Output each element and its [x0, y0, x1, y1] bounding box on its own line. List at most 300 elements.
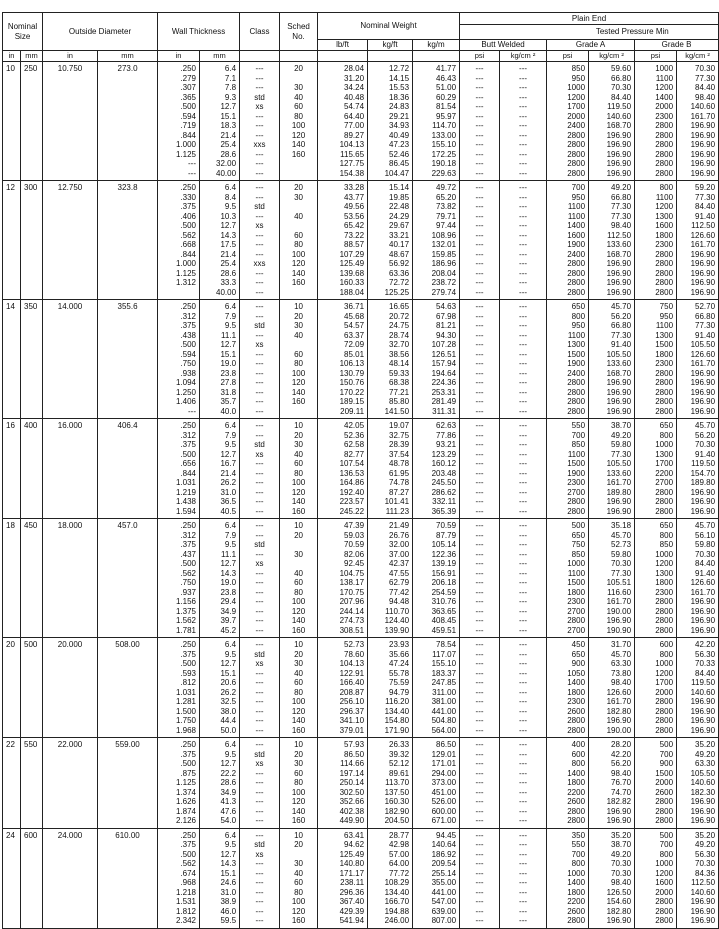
- table-cell: 1.219: [175, 487, 197, 497]
- table-cell: 35.20: [695, 740, 716, 749]
- table-cell: ---: [475, 449, 484, 459]
- table-cell: ---: [475, 578, 484, 587]
- table-cell: ---: [255, 302, 264, 311]
- table-cell: ---: [475, 616, 484, 625]
- outside-diameter-mm: 457.0: [98, 519, 158, 638]
- header-nominal-size: Nominal Size: [3, 13, 43, 51]
- table-cell: 196.90: [690, 259, 716, 268]
- table-cell: 1.000: [175, 140, 197, 149]
- table-cell: 223.57: [339, 497, 365, 506]
- table-cell: ---: [475, 130, 484, 140]
- table-cell: ---: [255, 625, 264, 635]
- table-cell: 10: [294, 421, 303, 430]
- header-grade-a-kgcm2: kg/cm ²: [589, 51, 635, 62]
- table-cell: .375: [180, 749, 197, 759]
- table-cell: ---: [519, 221, 528, 230]
- table-cell: 28.39: [389, 440, 410, 449]
- table-cell: ---: [255, 506, 264, 516]
- column-sched-no: [280, 300, 318, 419]
- table-cell: 1.531: [175, 897, 197, 906]
- table-cell: 600: [571, 749, 586, 759]
- table-cell: 123.29: [431, 449, 457, 459]
- table-cell: 122.91: [339, 668, 365, 678]
- table-cell: ---: [475, 397, 484, 406]
- table-cell: 60: [294, 768, 303, 778]
- column-butt-kgcm2: [500, 738, 547, 829]
- table-cell: 35.7: [220, 397, 237, 406]
- table-cell: 34.93: [389, 121, 410, 130]
- table-cell: ---: [475, 906, 484, 916]
- table-cell: 2600: [567, 706, 586, 716]
- table-cell: 160: [291, 506, 306, 516]
- table-cell: ---: [255, 159, 264, 168]
- table-cell: ---: [519, 183, 528, 192]
- table-cell: 1200: [655, 559, 674, 568]
- table-cell: 2000: [567, 111, 586, 121]
- table-cell: ---: [475, 806, 484, 816]
- table-cell: ---: [475, 568, 484, 578]
- table-cell: [158, 288, 196, 298]
- table-cell: 40: [294, 868, 303, 878]
- table-cell: 190.18: [431, 159, 457, 168]
- column-grade-a-psi: [547, 828, 589, 928]
- table-cell: ---: [519, 378, 528, 387]
- table-cell: 274.73: [339, 616, 365, 625]
- table-cell: 57.00: [389, 849, 410, 859]
- table-cell: 800: [659, 849, 674, 859]
- table-cell: 30: [294, 659, 303, 668]
- table-cell: 355.00: [431, 878, 457, 887]
- table-cell: 89.61: [389, 768, 410, 778]
- table-cell: 246.00: [384, 916, 410, 925]
- table-cell: 107.29: [339, 249, 365, 259]
- table-cell: 2600: [567, 906, 586, 916]
- table-cell: 229.63: [431, 168, 457, 178]
- table-cell: 2300: [655, 359, 674, 368]
- nominal-size-in: 10: [3, 62, 21, 181]
- table-cell: 40.5: [220, 506, 237, 516]
- table-cell: 62.63: [436, 421, 457, 430]
- table-cell: ---: [519, 906, 528, 916]
- table-cell: 63.30: [695, 759, 716, 768]
- table-cell: 1200: [655, 868, 674, 878]
- table-cell: .500: [180, 221, 197, 230]
- table-cell: ---: [519, 816, 528, 825]
- table-cell: ---: [519, 597, 528, 606]
- table-cell: ---: [519, 549, 528, 559]
- table-cell: 38.0: [220, 706, 237, 716]
- table-cell: 9.5: [224, 840, 237, 849]
- table-cell: ---: [519, 587, 528, 597]
- column-grade-a-psi: [547, 62, 589, 181]
- table-cell: 2800: [655, 249, 674, 259]
- column-butt-kgcm2: [500, 300, 547, 419]
- column-weight-kg-ft: [368, 519, 413, 638]
- table-cell: 28.20: [611, 740, 632, 749]
- table-cell: 98.40: [611, 768, 632, 778]
- table-cell: ---: [255, 597, 264, 606]
- table-cell: ---: [255, 192, 264, 202]
- table-cell: 77.00: [344, 121, 365, 130]
- table-cell: 28.6: [220, 149, 237, 159]
- column-grade-a-psi: [547, 300, 589, 419]
- table-cell: ---: [255, 830, 264, 840]
- table-cell: 2800: [567, 497, 586, 506]
- table-cell: 1.562: [175, 616, 197, 625]
- table-cell: 159.85: [431, 249, 457, 259]
- table-cell: 2800: [655, 806, 674, 816]
- table-cell: 20: [294, 430, 303, 440]
- table-cell: 20: [294, 311, 303, 321]
- table-cell: 36.71: [344, 302, 365, 311]
- table-cell: ---: [519, 359, 528, 368]
- table-cell: 54.57: [344, 321, 365, 330]
- table-cell: 196.90: [606, 387, 632, 397]
- table-cell: 1600: [567, 230, 586, 240]
- table-cell: ---: [255, 740, 264, 749]
- table-cell: 1.750: [175, 716, 197, 725]
- outside-diameter-mm: 273.0: [98, 62, 158, 181]
- table-cell: 2800: [567, 506, 586, 516]
- table-cell: 18.3: [220, 121, 237, 130]
- table-cell: .668: [180, 240, 197, 249]
- table-cell: 61.95: [389, 468, 410, 478]
- table-cell: 950: [571, 73, 586, 83]
- table-cell: 1500: [567, 459, 586, 468]
- table-cell: [280, 74, 317, 84]
- table-cell: 104.75: [339, 568, 365, 578]
- table-cell: 500: [659, 830, 674, 840]
- column-grade-b-kgcm2: [677, 300, 719, 419]
- table-cell: [280, 559, 317, 569]
- table-cell: 164.86: [339, 478, 365, 487]
- table-cell: 60: [294, 578, 303, 587]
- table-cell: 137.50: [384, 787, 410, 797]
- table-cell: 189.80: [690, 478, 716, 487]
- column-grade-b-psi: [635, 62, 677, 181]
- table-cell: ---: [519, 192, 528, 202]
- table-cell: 47.23: [389, 140, 410, 149]
- table-cell: ---: [475, 778, 484, 787]
- table-cell: ---: [255, 640, 264, 649]
- column-class: [240, 419, 280, 519]
- table-cell: 84.40: [695, 202, 716, 211]
- table-cell: .937: [180, 587, 197, 597]
- table-cell: 296.36: [339, 887, 365, 897]
- table-cell: ---: [519, 568, 528, 578]
- table-cell: 2800: [567, 168, 586, 178]
- table-cell: 30: [294, 192, 303, 202]
- table-cell: 256.10: [339, 697, 365, 706]
- table-cell: 2800: [655, 497, 674, 506]
- table-cell: ---: [255, 678, 264, 687]
- table-cell: 807.00: [431, 916, 457, 925]
- table-cell: .500: [180, 340, 197, 349]
- table-cell: 2800: [655, 406, 674, 416]
- table-cell: 600: [659, 640, 674, 649]
- table-cell: 196.90: [606, 268, 632, 278]
- table-cell: 133.00: [431, 130, 457, 140]
- table-cell: ---: [475, 668, 484, 678]
- table-cell: 1050: [567, 668, 586, 678]
- table-cell: 139.68: [339, 268, 365, 278]
- table-cell: 140: [291, 140, 306, 149]
- table-cell: 46.43: [436, 73, 457, 83]
- table-cell: ---: [519, 249, 528, 259]
- table-cell: ---: [255, 430, 264, 440]
- nominal-size-in: 22: [3, 738, 21, 829]
- table-cell: 1.438: [175, 497, 197, 506]
- table-cell: 140.60: [690, 778, 716, 787]
- table-cell: 155.10: [431, 140, 457, 149]
- table-cell: .750: [180, 578, 197, 587]
- table-cell: ---: [519, 797, 528, 806]
- table-cell: 2800: [567, 406, 586, 416]
- table-cell: ---: [519, 121, 528, 130]
- table-cell: 31.70: [611, 640, 632, 649]
- table-cell: 10.3: [220, 211, 237, 221]
- table-cell: 30: [294, 549, 303, 559]
- table-cell: 44.4: [220, 716, 237, 725]
- table-cell: 26.2: [220, 478, 237, 487]
- table-cell: 196.90: [690, 616, 716, 625]
- table-cell: 12.7: [220, 221, 237, 230]
- table-cell: 34.9: [220, 606, 237, 616]
- table-cell: 50.0: [220, 725, 237, 735]
- table-cell: 196.90: [690, 797, 716, 806]
- table-cell: 120: [291, 259, 306, 268]
- table-cell: ---: [475, 221, 484, 230]
- table-cell: 154.70: [690, 468, 716, 478]
- column-grade-a-kgcm2: [589, 419, 635, 519]
- table-cell: ---: [519, 659, 528, 668]
- table-cell: 2000: [655, 102, 674, 111]
- table-cell: 28.04: [344, 64, 365, 73]
- table-cell: 2800: [655, 697, 674, 706]
- outside-diameter-mm: 355.6: [98, 300, 158, 419]
- table-cell: ---: [519, 321, 528, 330]
- table-cell: 15.1: [220, 668, 237, 678]
- table-cell: ---: [255, 397, 264, 406]
- table-cell: 196.90: [606, 716, 632, 725]
- table-cell: 238.11: [340, 878, 365, 887]
- column-wall-mm: [200, 738, 240, 829]
- table-cell: [280, 850, 317, 860]
- table-cell: .330: [180, 192, 197, 202]
- table-cell: 77.86: [436, 430, 457, 440]
- table-cell: 2800: [655, 121, 674, 130]
- table-cell: 302.50: [339, 787, 365, 797]
- table-cell: ---: [475, 549, 484, 559]
- table-cell: 24.29: [389, 211, 410, 221]
- table-cell: 24.6: [220, 878, 237, 887]
- table-cell: 127.75: [339, 159, 365, 168]
- table-cell: 12.7: [220, 849, 237, 859]
- table-cell: 126.51: [431, 349, 457, 359]
- table-cell: 1100: [655, 192, 674, 202]
- table-cell: 196.90: [606, 916, 632, 925]
- table-cell: 1.094: [175, 378, 197, 387]
- column-sched-no: [280, 62, 318, 181]
- table-cell: 449.90: [339, 816, 365, 825]
- table-cell: 84.36: [695, 868, 716, 878]
- table-cell: 140.60: [606, 111, 632, 121]
- column-sched-no: [280, 519, 318, 638]
- table-cell: std: [254, 92, 265, 102]
- table-cell: 63.30: [611, 659, 632, 668]
- table-cell: 11.1: [221, 330, 237, 340]
- table-cell: ---: [475, 359, 484, 368]
- table-cell: 155.10: [431, 659, 457, 668]
- table-cell: 1100: [567, 211, 586, 221]
- table-cell: 2800: [567, 278, 586, 287]
- table-cell: .279: [180, 73, 197, 83]
- table-cell: 166.40: [339, 678, 365, 687]
- table-cell: 2800: [567, 287, 586, 297]
- table-cell: 47.39: [344, 521, 365, 530]
- table-cell: 30: [294, 321, 303, 330]
- outside-diameter-in: 24.000: [43, 828, 98, 928]
- outside-diameter-in: 16.000: [43, 419, 98, 519]
- table-cell: 1500: [655, 340, 674, 349]
- column-weight-lb-ft: [318, 638, 368, 738]
- pipe-spec-sheet: [2, 12, 716, 929]
- table-cell: 168.70: [606, 249, 632, 259]
- table-cell: [280, 288, 317, 298]
- table-cell: 850: [571, 549, 586, 559]
- table-cell: 56.20: [695, 430, 716, 440]
- table-cell: 66.80: [611, 321, 632, 330]
- table-cell: 1700: [655, 459, 674, 468]
- table-cell: 1.156: [175, 597, 197, 606]
- table-cell: 78.54: [436, 640, 457, 649]
- table-cell: 2000: [655, 778, 674, 787]
- table-cell: 54.74: [344, 102, 365, 111]
- table-cell: .250: [180, 183, 197, 192]
- table-cell: 196.90: [690, 487, 716, 497]
- table-cell: 54.63: [436, 302, 457, 311]
- outside-diameter-mm: 323.8: [98, 181, 158, 300]
- table-cell: 40.00: [216, 168, 237, 178]
- table-cell: 84.40: [611, 92, 632, 102]
- table-cell: 9.5: [224, 540, 237, 549]
- table-cell: 76.70: [611, 778, 632, 787]
- table-cell: 6.4: [224, 183, 237, 192]
- column-class: [240, 519, 280, 638]
- table-cell: ---: [519, 73, 528, 83]
- table-cell: 80: [294, 778, 303, 787]
- table-cell: 117.07: [432, 649, 457, 659]
- outside-diameter-in: 10.750: [43, 62, 98, 181]
- table-cell: 40.00: [216, 287, 237, 297]
- table-cell: ---: [475, 183, 484, 192]
- column-weight-kg-m: [413, 738, 460, 829]
- table-cell: 2700: [567, 487, 586, 497]
- table-cell: 600.00: [431, 806, 457, 816]
- outside-diameter-in: 20.000: [43, 638, 98, 738]
- column-weight-kg-ft: [368, 300, 413, 419]
- table-cell: 92.45: [344, 559, 365, 568]
- table-cell: ---: [255, 459, 264, 468]
- table-cell: 2300: [567, 478, 586, 487]
- table-cell: ---: [475, 540, 484, 549]
- table-cell: 75.59: [389, 678, 410, 687]
- table-cell: 94.48: [389, 597, 410, 606]
- table-cell: 1500: [567, 578, 586, 587]
- table-cell: 57.93: [344, 740, 365, 749]
- table-cell: 139.90: [384, 625, 410, 635]
- table-cell: ---: [255, 368, 264, 378]
- table-cell: 29.67: [389, 221, 410, 230]
- table-cell: ---: [255, 287, 264, 297]
- table-cell: .844: [180, 249, 197, 259]
- table-cell: 800: [659, 183, 674, 192]
- table-cell: 196.90: [690, 497, 716, 506]
- table-cell: ---: [519, 887, 528, 897]
- nominal-size-mm: 400: [21, 419, 43, 519]
- table-cell: 2300: [655, 240, 674, 249]
- table-cell: ---: [475, 859, 484, 868]
- table-cell: 2800: [655, 716, 674, 725]
- table-cell: 310.76: [431, 597, 457, 606]
- table-cell: 196.90: [606, 806, 632, 816]
- header-wall-mm: mm: [200, 51, 240, 62]
- table-cell: 208.87: [339, 687, 365, 697]
- table-cell: ---: [188, 168, 197, 178]
- table-cell: 20: [294, 64, 303, 73]
- table-cell: xs: [255, 221, 264, 230]
- table-cell: 70.30: [695, 64, 716, 73]
- table-cell: 120: [291, 797, 306, 806]
- table-cell: ---: [255, 897, 264, 906]
- table-cell: 42.20: [695, 640, 716, 649]
- table-cell: .750: [180, 359, 197, 368]
- nominal-size-mm: 250: [21, 62, 43, 181]
- table-cell: 20: [294, 840, 303, 849]
- column-grade-a-psi: [547, 519, 589, 638]
- table-cell: ---: [475, 506, 484, 516]
- table-cell: ---: [475, 202, 484, 211]
- column-class: [240, 181, 280, 300]
- table-cell: 140: [291, 268, 306, 278]
- table-cell: ---: [519, 449, 528, 459]
- table-cell: 2200: [567, 787, 586, 797]
- table-cell: 12.7: [220, 559, 237, 568]
- table-cell: 160.30: [384, 797, 410, 806]
- table-cell: 126.50: [606, 887, 632, 897]
- table-cell: 36.5: [220, 497, 237, 506]
- table-cell: 12.7: [220, 659, 237, 668]
- table-cell: 10: [294, 521, 303, 530]
- table-cell: 500: [659, 740, 674, 749]
- table-cell: 171.90: [384, 725, 410, 735]
- header-nominal-mm: mm: [21, 51, 43, 62]
- table-cell: 35.20: [611, 830, 632, 840]
- table-cell: xs: [255, 759, 264, 768]
- table-cell: 140: [291, 387, 306, 397]
- column-weight-kg-m: [413, 300, 460, 419]
- table-cell: std: [254, 321, 265, 330]
- table-cell: 1.968: [175, 725, 197, 735]
- table-cell: 81.54: [436, 102, 457, 111]
- table-cell: 156.91: [431, 568, 457, 578]
- table-cell: .250: [180, 302, 197, 311]
- table-cell: .968: [180, 878, 197, 887]
- table-cell: 120: [291, 606, 306, 616]
- table-cell: 15.1: [220, 349, 237, 359]
- table-cell: 77.30: [611, 330, 632, 340]
- table-cell: 48.78: [389, 459, 410, 468]
